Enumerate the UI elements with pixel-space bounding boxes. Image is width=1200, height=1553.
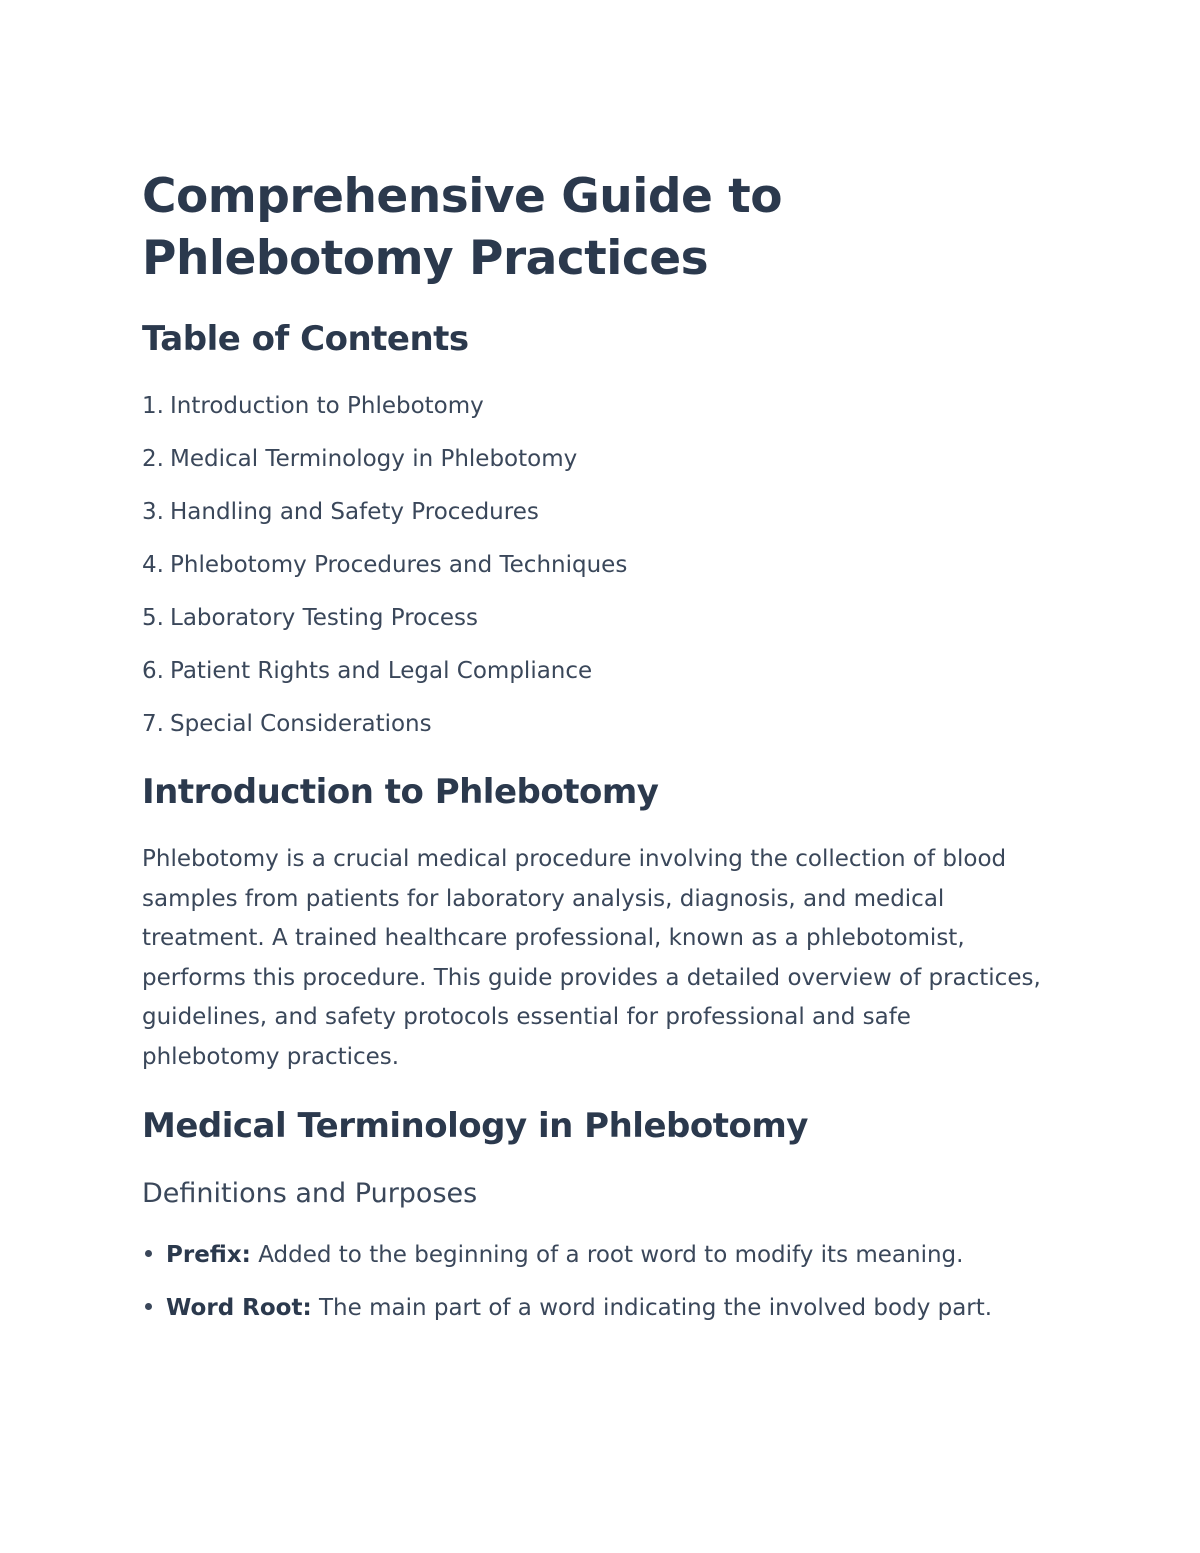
- toc-item-label: Medical Terminology in Phlebotomy: [170, 446, 578, 472]
- list-item: [142, 1237, 992, 1290]
- toc-item-number: 4.: [142, 552, 164, 578]
- toc-item-label: Laboratory Testing Process: [170, 605, 479, 631]
- terminology-list: [142, 1237, 992, 1343]
- bullet-icon: [145, 1303, 152, 1310]
- toc-item-number: 7.: [142, 711, 164, 737]
- terminology-heading: Medical Terminology in Phlebotomy: [142, 1106, 808, 1146]
- toc-item-number: 2.: [142, 446, 164, 472]
- toc-item-label: Introduction to Phlebotomy: [170, 393, 484, 419]
- toc-item-label: Handling and Safety Procedures: [170, 499, 539, 525]
- toc-item-number: 3.: [142, 499, 164, 525]
- toc-item-label: Special Considerations: [170, 711, 432, 737]
- toc-item-number: 1.: [142, 393, 164, 419]
- toc-item[interactable]: [142, 441, 627, 494]
- intro-heading: Introduction to Phlebotomy: [142, 772, 659, 812]
- toc-item[interactable]: [142, 388, 627, 441]
- toc-item[interactable]: [142, 547, 627, 600]
- document-title: Comprehensive Guide to Phlebotomy Practices: [142, 169, 783, 286]
- toc-item-number: 6.: [142, 658, 164, 684]
- list-item: [142, 1290, 992, 1343]
- bullet-icon: [145, 1250, 152, 1257]
- table-of-contents: [142, 388, 627, 759]
- term-label: Word Root:: [166, 1295, 312, 1321]
- intro-paragraph: Phlebotomy is a crucial medical procedure involving the collection of blood samples from patients for laboratory analysis, diagnosis, and medical treatment. A trained healthcare professional, known as a phlebotomist, performs this procedure. This guide provides a detailed overview of practices, guidelines, and safety protocols essential for professional and safe phlebotomy practices.: [142, 846, 1041, 1070]
- term-definition: The main part of a word indicating the involved body part.: [311, 1295, 993, 1321]
- toc-item-label: Phlebotomy Procedures and Techniques: [170, 552, 628, 578]
- toc-item[interactable]: [142, 600, 627, 653]
- toc-item[interactable]: [142, 494, 627, 547]
- toc-item-number: 5.: [142, 605, 164, 631]
- toc-item[interactable]: [142, 706, 627, 759]
- term-definition: Added to the beginning of a root word to modify its meaning.: [250, 1242, 964, 1268]
- toc-heading: Table of Contents: [142, 319, 469, 359]
- term-label: Prefix:: [166, 1242, 251, 1268]
- definitions-subheading: Definitions and Purposes: [142, 1178, 478, 1209]
- toc-item[interactable]: [142, 653, 627, 706]
- toc-item-label: Patient Rights and Legal Compliance: [170, 658, 593, 684]
